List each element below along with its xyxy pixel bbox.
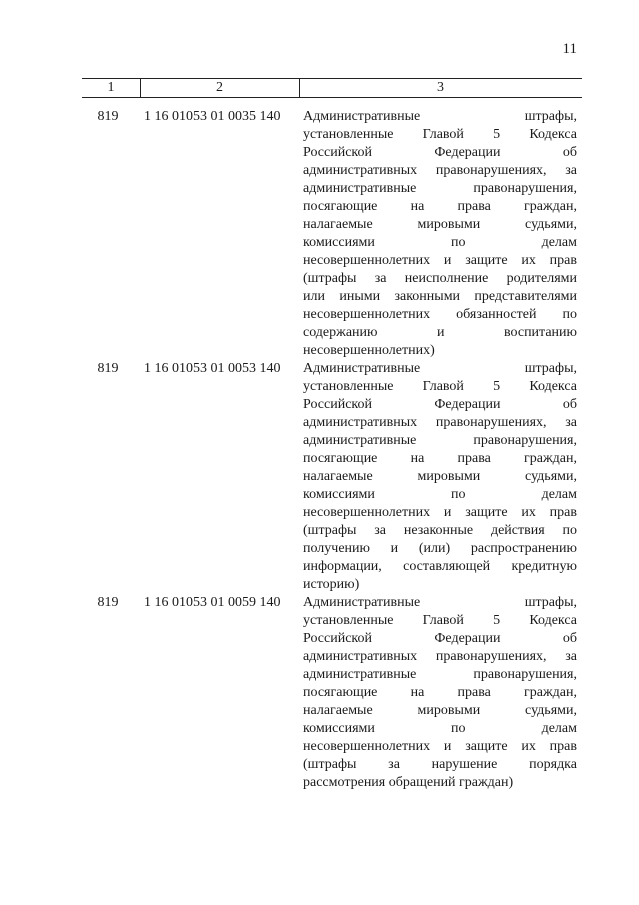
description-line: историю) bbox=[303, 577, 360, 592]
description-line: налагаемые мировыми судьями, bbox=[303, 703, 577, 718]
description-line: несовершеннолетних) bbox=[303, 343, 435, 358]
table-body bbox=[82, 108, 582, 792]
description-line: получению и (или) распространению bbox=[303, 541, 577, 556]
description-line: посягающие на права граждан, bbox=[303, 199, 577, 214]
table-row bbox=[82, 108, 582, 360]
description-line: информации, составляющей кредитную bbox=[303, 559, 577, 574]
description-line: несовершеннолетних и защите их прав bbox=[303, 253, 577, 268]
revenue-description bbox=[303, 594, 577, 792]
description-line: Российской Федерации об bbox=[303, 145, 577, 160]
description-line: установленные Главой 5 Кодекса bbox=[303, 613, 577, 628]
description-line: рассмотрения обращений граждан) bbox=[303, 775, 514, 790]
description-line: административные правонарушения, bbox=[303, 181, 577, 196]
description-line: комиссиями по делам bbox=[303, 235, 577, 250]
revenue-description bbox=[303, 108, 577, 360]
page-number: 11 bbox=[562, 41, 577, 57]
description-line: административных правонарушениях, за bbox=[303, 415, 577, 430]
admin-code: 819 bbox=[97, 109, 119, 124]
description-line: (штрафы за нарушение порядка bbox=[303, 757, 577, 772]
revenue-description bbox=[303, 360, 577, 594]
description-line: посягающие на права граждан, bbox=[303, 451, 577, 466]
table-row bbox=[82, 360, 582, 594]
description-line: установленные Главой 5 Кодекса bbox=[303, 379, 577, 394]
header-col-2: 2 bbox=[140, 79, 300, 97]
description-line: Российской Федерации об bbox=[303, 397, 577, 412]
description-line: налагаемые мировыми судьями, bbox=[303, 469, 577, 484]
header-col-1: 1 bbox=[82, 79, 141, 97]
description-line: административных правонарушениях, за bbox=[303, 163, 577, 178]
description-line: несовершеннолетних и защите их прав bbox=[303, 739, 577, 754]
description-line: несовершеннолетних и защите их прав bbox=[303, 505, 577, 520]
description-line: (штрафы за незаконные действия по bbox=[303, 523, 577, 538]
admin-code: 819 bbox=[97, 361, 119, 376]
admin-code: 819 bbox=[97, 595, 119, 610]
description-line: налагаемые мировыми судьями, bbox=[303, 217, 577, 232]
budget-classification-code: 1 16 01053 01 0035 140 bbox=[144, 109, 281, 124]
description-line: административные правонарушения, bbox=[303, 433, 577, 448]
description-line: содержанию и воспитанию bbox=[303, 325, 577, 340]
header-col-3: 3 bbox=[437, 80, 444, 95]
description-line: или иными законными представителями bbox=[303, 289, 577, 304]
description-line: несовершеннолетних обязанностей по bbox=[303, 307, 577, 322]
budget-classification-code: 1 16 01053 01 0059 140 bbox=[144, 595, 281, 610]
description-line: (штрафы за неисполнение родителями bbox=[303, 271, 577, 286]
description-line: Административные штрафы, bbox=[303, 109, 577, 124]
description-line: административные правонарушения, bbox=[303, 667, 577, 682]
description-line: Российской Федерации об bbox=[303, 631, 577, 646]
description-line: комиссиями по делам bbox=[303, 487, 577, 502]
description-line: административных правонарушениях, за bbox=[303, 649, 577, 664]
description-line: Административные штрафы, bbox=[303, 595, 577, 610]
budget-classification-code: 1 16 01053 01 0053 140 bbox=[144, 361, 281, 376]
table-row bbox=[82, 594, 582, 792]
table-header bbox=[82, 78, 582, 98]
description-line: установленные Главой 5 Кодекса bbox=[303, 127, 577, 142]
description-line: комиссиями по делам bbox=[303, 721, 577, 736]
description-line: Административные штрафы, bbox=[303, 361, 577, 376]
description-line: посягающие на права граждан, bbox=[303, 685, 577, 700]
